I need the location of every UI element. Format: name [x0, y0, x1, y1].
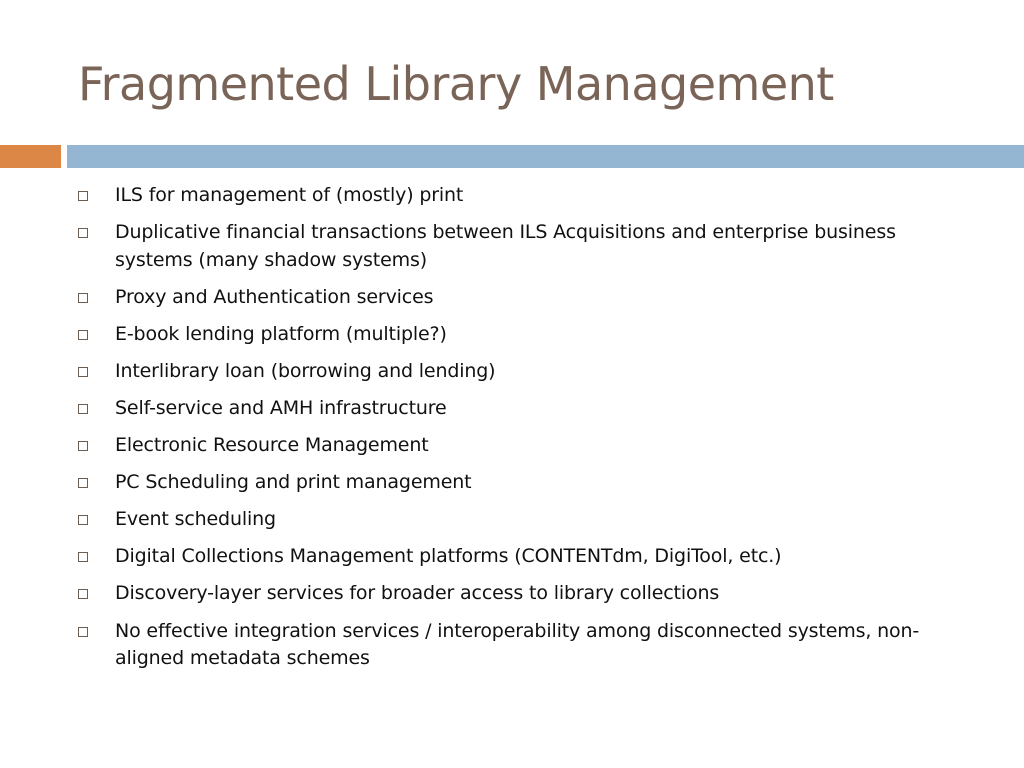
bullet-item	[78, 219, 968, 274]
bullet-item	[78, 543, 968, 571]
square-bullet-icon	[78, 404, 88, 414]
bullet-text: Event scheduling	[115, 508, 276, 531]
bullet-text: Electronic Resource Management	[115, 434, 429, 457]
bullet-item	[78, 321, 968, 349]
slide-title: Fragmented Library Management	[78, 57, 834, 111]
square-bullet-icon	[78, 228, 88, 238]
bullet-item	[78, 284, 968, 312]
bullet-text: E-book lending platform (multiple?)	[115, 322, 447, 345]
square-bullet-icon	[78, 330, 88, 340]
bullet-item	[78, 469, 968, 497]
square-bullet-icon	[78, 627, 88, 637]
header-divider-bar	[67, 145, 1024, 168]
square-bullet-icon	[78, 515, 88, 525]
bullet-text: Self-service and AMH infrastructure	[115, 396, 447, 419]
bullet-item	[78, 182, 968, 210]
bullet-list	[78, 182, 968, 682]
bullet-item	[78, 506, 968, 534]
bullet-text: No effective integration services / interoperability among disconnected systems, non-aligned metadata schemes	[115, 619, 920, 670]
square-bullet-icon	[78, 441, 88, 451]
bullet-item	[78, 358, 968, 386]
square-bullet-icon	[78, 589, 88, 599]
bullet-item	[78, 618, 968, 673]
bullet-text: Digital Collections Management platforms (CONTENTdm, DigiTool, etc.)	[115, 545, 782, 568]
square-bullet-icon	[78, 552, 88, 562]
bullet-item	[78, 580, 968, 608]
bullet-item	[78, 432, 968, 460]
bullet-text: PC Scheduling and print management	[115, 471, 472, 494]
bullet-text: Interlibrary loan (borrowing and lending)	[115, 359, 496, 382]
square-bullet-icon	[78, 293, 88, 303]
bullet-text: ILS for management of (mostly) print	[115, 184, 464, 206]
accent-bar	[0, 145, 61, 168]
bullet-text: Duplicative financial transactions between ILS Acquisitions and enterprise business systems (many shadow systems)	[115, 221, 896, 271]
square-bullet-icon	[78, 191, 88, 201]
square-bullet-icon	[78, 478, 88, 488]
bullet-text: Discovery-layer services for broader access to library collections	[115, 582, 720, 605]
square-bullet-icon	[78, 367, 88, 377]
bullet-text: Proxy and Authentication services	[115, 285, 434, 308]
bullet-item	[78, 395, 968, 423]
